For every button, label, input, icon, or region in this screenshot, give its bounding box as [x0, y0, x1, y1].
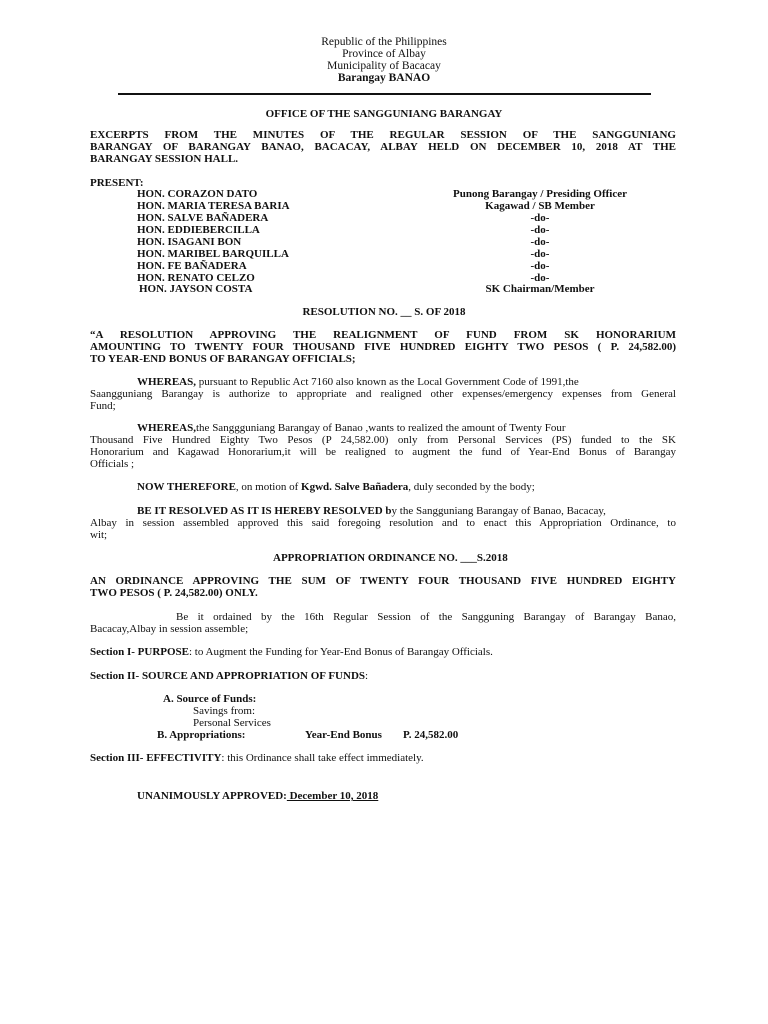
present-name: HON. MARIA TERESA BARIA — [137, 200, 290, 212]
now-therefore-line — [137, 481, 535, 493]
resolved-text: y the Sangguniang Barangay of Banao, Bacacay, — [391, 505, 606, 517]
source-of-funds-label: A. Source of Funds: — [163, 693, 257, 705]
resolved-line-3: wit; — [90, 529, 108, 541]
letterhead-barangay: Barangay BANAO — [337, 72, 431, 84]
present-name: HON. EDDIEBERCILLA — [137, 224, 260, 236]
present-name: HON. JAYSON COSTA — [139, 283, 253, 295]
section-2-text: : — [365, 670, 369, 682]
resolution-title-line-3: TO YEAR-END BONUS OF BARANGAY OFFICIALS; — [90, 353, 356, 365]
section-2 — [90, 670, 368, 682]
present-label: PRESENT: — [90, 177, 144, 189]
present-position: Punong Barangay / Presiding Officer — [453, 188, 627, 200]
whereas-2-line-3: Honorarium and Kagawad Honorarium,it will be realigned to augment the fund of Year-End Bonus of Barangay — [90, 446, 676, 458]
present-position: -do- — [530, 224, 550, 236]
whereas-2-line-2: Thousand Five Hundred Eighty Two Pesos (P 24,582.00) only from Personal Services (PS) funded to the SK — [90, 434, 676, 446]
section-3 — [90, 752, 424, 764]
present-position: -do- — [530, 236, 550, 248]
letterhead-municipality: Municipality of Bacacay — [327, 60, 441, 72]
present-name: HON. CORAZON DATO — [137, 188, 258, 200]
whereas-1-text: pursuant to Republic Act 7160 also known as the Local Government Code of 1991,the — [196, 376, 579, 388]
appropriations-label: B. Appropriations: — [157, 729, 246, 741]
appropriation-item: Year-End Bonus — [305, 729, 382, 741]
section-3-label: Section III- EFFECTIVITY — [90, 752, 222, 764]
present-position: -do- — [530, 248, 550, 260]
resolution-number: RESOLUTION NO. __ S. OF 2018 — [302, 306, 466, 318]
excerpt-line-2: BARANGAY OF BARANGAY BANAO, BACACAY, ALBAY HELD ON DECEMBER 10, 2018 AT THE — [90, 141, 676, 153]
approval-line — [137, 790, 378, 802]
letterhead-country: Republic of the Philippines — [321, 36, 447, 48]
section-1-label: Section I- PURPOSE — [90, 646, 189, 658]
present-name: HON. ISAGANI BON — [137, 236, 242, 248]
resolution-title-line-1: “A RESOLUTION APPROVING THE REALIGNMENT OF FUND FROM SK HONORARIUM — [90, 329, 676, 341]
ordinance-number: APPROPRIATION ORDINANCE NO. ___S.2018 — [273, 552, 508, 564]
present-position: -do- — [530, 260, 550, 272]
header-divider — [118, 93, 651, 95]
whereas-1-line-2: Saangguniang Barangay is authorize to appropriate and realigned other expenses/emergency expenses from General — [90, 388, 676, 400]
ordinance-title-line-1: AN ORDINANCE APPROVING THE SUM OF TWENTY FOUR THOUSAND FIVE HUNDRED EIGHTY — [90, 575, 676, 587]
savings-from: Savings from: — [193, 705, 256, 717]
section-1-text: : to Augment the Funding for Year-End Bonus of Barangay Officials. — [189, 646, 493, 658]
now-therefore-text-1: , on motion of — [235, 481, 302, 493]
resolved-line-1 — [137, 505, 606, 517]
whereas-1-label: WHEREAS, — [137, 376, 196, 388]
whereas-2-text: the Sanggguniang Barangay of Banao ,wants to realized the amount of Twenty Four — [196, 422, 566, 434]
ordained-line-1: Be it ordained by the 16th Regular Session of the Sangguning Barangay of Barangay Banao, — [176, 611, 676, 623]
appropriation-amount: P. 24,582.00 — [403, 729, 459, 741]
resolution-title-line-2: AMOUNTING TO TWENTY FOUR THOUSAND FIVE HUNDRED EIGHTY TWO PESOS ( P. 24,582.00) — [90, 341, 676, 353]
ordained-line-2: Bacacay,Albay in session assemble; — [90, 623, 249, 635]
whereas-2-label: WHEREAS, — [137, 422, 196, 434]
present-name: HON. FE BAÑADERA — [137, 260, 247, 272]
letterhead-province: Province of Albay — [342, 48, 426, 60]
present-position: -do- — [530, 272, 550, 284]
present-position: Kagawad / SB Member — [485, 200, 595, 212]
present-name: HON. SALVE BAÑADERA — [137, 212, 269, 224]
present-position: SK Chairman/Member — [485, 283, 595, 295]
present-position: -do- — [530, 212, 550, 224]
now-therefore-label: NOW THEREFORE — [137, 481, 236, 493]
resolved-line-2: Albay in session assembled approved this said foregoing resolution and to enact this Appropriation Ordinance, to — [90, 517, 676, 529]
section-2-label: Section II- SOURCE AND APPROPRIATION OF FUNDS — [90, 670, 366, 682]
now-therefore-mover: Kgwd. Salve Bañadera — [301, 481, 409, 493]
approval-label: UNANIMOUSLY APPROVED: — [137, 790, 287, 802]
excerpt-line-1: EXCERPTS FROM THE MINUTES OF THE REGULAR SESSION OF THE SANGGUNIANG — [90, 129, 676, 141]
office-title: OFFICE OF THE SANGGUNIANG BARANGAY — [265, 108, 503, 120]
excerpt-line-3: BARANGAY SESSION HALL. — [90, 153, 239, 165]
present-name: HON. MARIBEL BARQUILLA — [137, 248, 289, 260]
section-1 — [90, 646, 493, 658]
whereas-1-line-1 — [137, 376, 579, 388]
now-therefore-text-2: , duly seconded by the body; — [408, 481, 535, 493]
resolved-label: BE IT RESOLVED AS IT IS HEREBY RESOLVED b — [137, 505, 392, 517]
present-name: HON. RENATO CELZO — [137, 272, 255, 284]
ordinance-title-line-2: TWO PESOS ( P. 24,582.00) ONLY. — [90, 587, 258, 599]
whereas-2-line-4: Officials ; — [90, 458, 135, 470]
personal-services: Personal Services — [193, 717, 271, 729]
whereas-2-line-1 — [137, 422, 566, 434]
section-3-text: : this Ordinance shall take effect immediately. — [221, 752, 424, 764]
approval-date: December 10, 2018 — [286, 790, 379, 802]
whereas-1-line-3: Fund; — [90, 400, 116, 412]
